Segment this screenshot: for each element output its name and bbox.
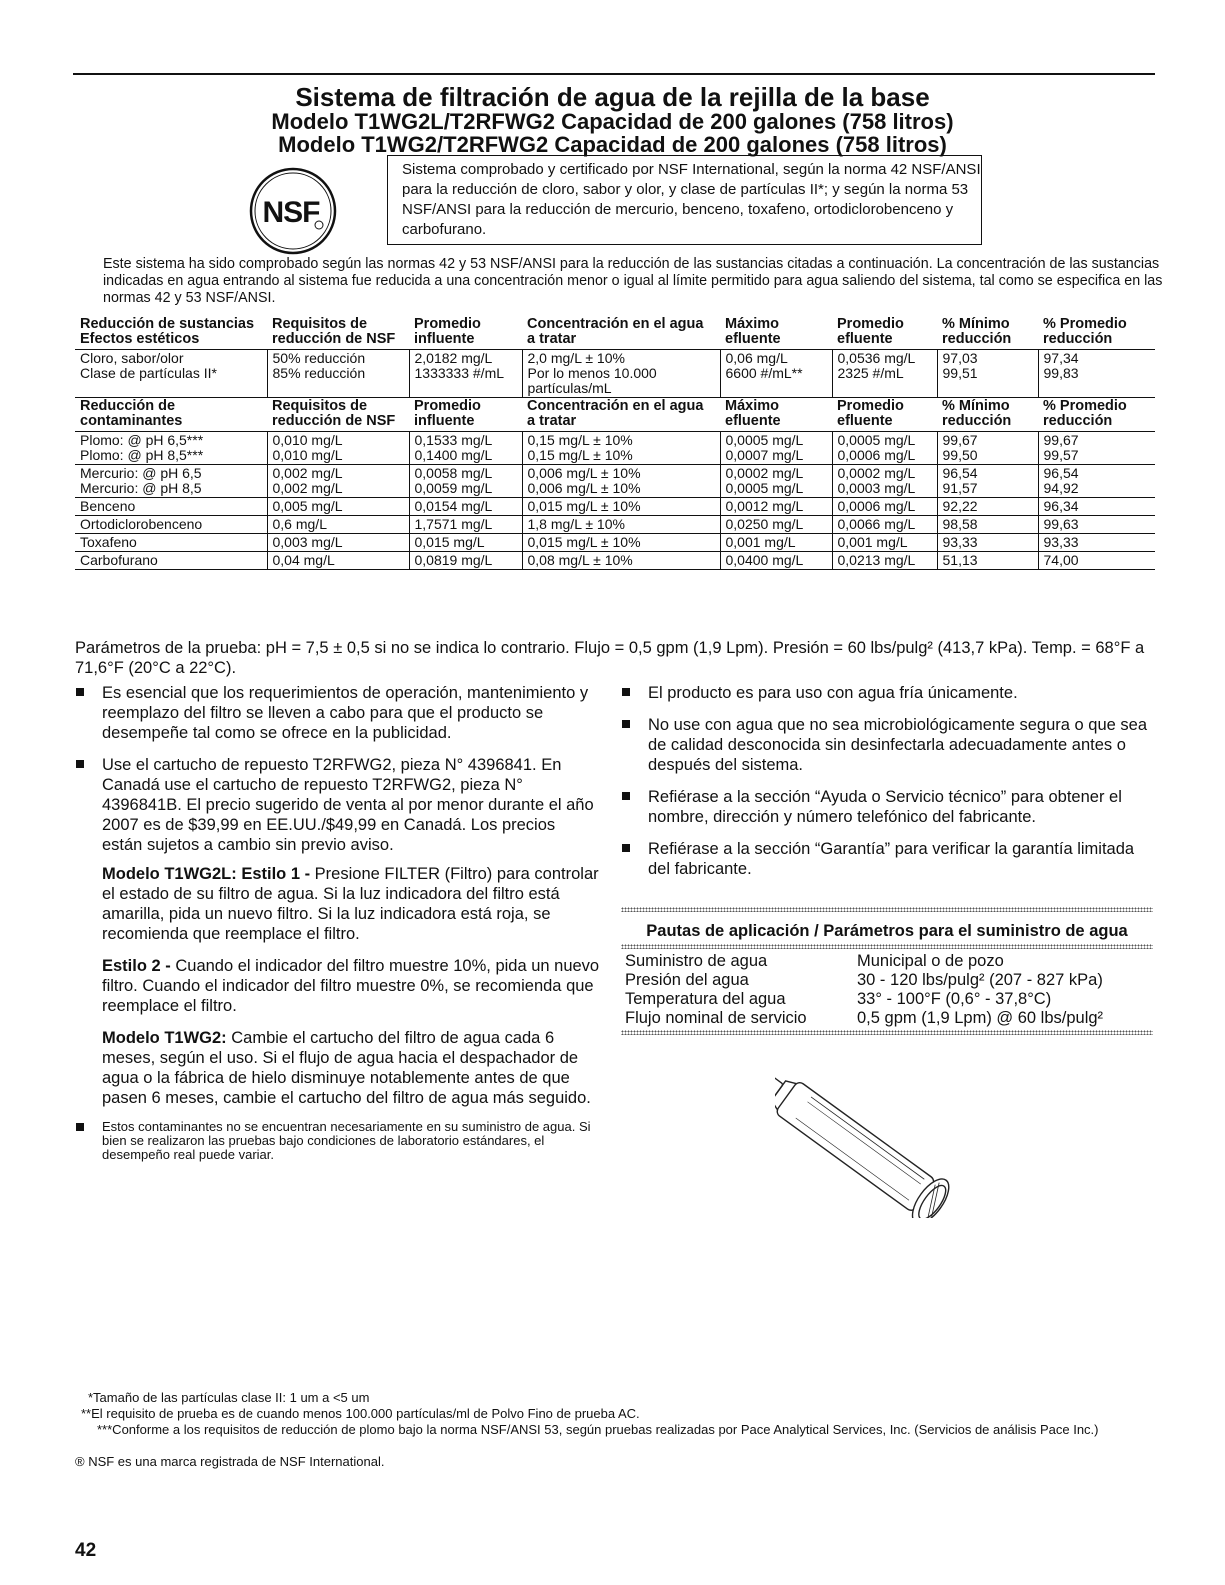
column-header: % Mínimo reducción [942,398,1012,429]
column-header: % Mínimo reducción [942,316,1012,347]
dotted-rule [621,1030,1153,1035]
table-cell: 0,006 mg/L ± 10% 0,006 mg/L ± 10% [522,465,720,498]
column-header: Requisitos de reducción de NSF [272,316,396,347]
table-header-row [75,398,1155,432]
column-header: Requisitos de reducción de NSF [272,398,396,429]
model-line-2: Modelo T1WG2/T2RFWG2 Capacidad de 200 galones (758 litros) [278,132,947,157]
table-row: Flujo nominal de servicio 0,5 gpm (1,9 Lpm) @ 60 lbs/pulg² [625,1009,1104,1027]
table-row [75,516,1155,534]
bullet-icon [622,688,630,696]
table-row [75,465,1155,498]
table-cell: 51,13 [937,552,1038,570]
table-cell: 0,0154 mg/L [409,498,522,516]
table-cell: 93,33 [1038,534,1155,552]
table-cell: 96,54 91,57 [937,465,1038,498]
table-cell: 0,001 mg/L [832,534,937,552]
table-cell: 0,0536 mg/L 2325 #/mL [832,350,937,398]
column-header: Concentración en el agua a tratar [527,316,704,347]
table-row [75,350,1155,398]
table-cell: 0,08 mg/L ± 10% [522,552,720,570]
model-line-1: Modelo T1WG2L/T2RFWG2 Capacidad de 200 galones (758 litros) [271,109,954,134]
list-item: Use el cartucho de repuesto T2RFWG2, pieza N° 4396841. En Canadá use el cartucho de repuesto T2RFWG2, pieza N° 4396841B. El precio sugerido de venta al por menor durante el año 2007 es de $39,99 en EE.UU./$49,99 en Canadá. Los precios están sujetos a cambio sin previo aviso. [75,755,600,855]
left-column [75,683,600,1174]
column-header: Promedio efluente [837,316,904,347]
table-cell: 0,6 mg/L [267,516,409,534]
table-cell: 0,0819 mg/L [409,552,522,570]
bullet-icon [622,844,630,852]
table-cell: 0,015 mg/L ± 10% [522,498,720,516]
model-t1wg2-paragraph: Modelo T1WG2: Cambie el cartucho del filtro de agua cada 6 meses, según el uso. Si el flujo de agua hacia el despachador de agua o la fábrica de hielo disminuye notablemente antes de que pasen 6 meses, cambie el cartucho del filtro de agua más seguido. [102,1029,591,1107]
column-header: % Promedio reducción [1043,398,1127,429]
reduction-table [75,316,1155,570]
table-cell: Carbofurano [80,552,158,568]
table-cell: 0,0006 mg/L [832,498,937,516]
table-cell: 99,67 99,57 [1038,432,1155,465]
bullet-icon [622,720,630,728]
bullet-icon [76,760,84,768]
table-cell: 1,8 mg/L ± 10% [522,516,720,534]
list-item: El producto es para uso con agua fría únicamente. [621,683,1153,703]
table-cell: Toxafeno [80,534,137,550]
column-header: Máximo efluente [725,316,781,347]
table-cell: 0,0012 mg/L [720,498,832,516]
table-cell: 0,0005 mg/L 0,0006 mg/L [832,432,937,465]
table-cell: 0,0066 mg/L [832,516,937,534]
column-header: Concentración en el agua a tratar [527,398,704,429]
table-row [75,432,1155,465]
table-cell: 0,0002 mg/L 0,0003 mg/L [832,465,937,498]
bullet-icon [622,792,630,800]
table-cell: 0,003 mg/L [267,534,409,552]
table-cell: 1,7571 mg/L [409,516,522,534]
column-header: Máximo efluente [725,398,781,429]
guidelines-title: Pautas de aplicación / Parámetros para el suministro de agua [646,922,1128,940]
application-guidelines [621,907,1153,1035]
dotted-rule [621,944,1153,949]
list-item: No use con agua que no sea microbiológicamente segura o que sea de calidad desconocida sin desinfectarla adecuadamente antes o después del sistema. [621,715,1153,775]
table-header-row [75,316,1155,350]
list-item: Estos contaminantes no se encuentran necesariamente en su suministro de agua. Si bien se realizaron las pruebas bajo condiciones de laboratorio estándares, el desempeño real puede variar. [75,1120,600,1162]
table-cell: 92,22 [937,498,1038,516]
right-column [621,683,1153,891]
list-item: Es esencial que los requerimientos de operación, mantenimiento y reemplazo del filtro se lleven a cabo para que el producto se desempeñe tal como se ofrece en la publicidad. [75,683,600,743]
bullet-icon [76,1123,84,1131]
bullet-icon [76,688,84,696]
footnote: ***Conforme a los requisitos de reducción de plomo bajo la norma NSF/ANSI 53, según pruebas realizadas por Pace Analytical Services, Inc. (Servicios de análisis Pace Inc.) [97,1422,1099,1437]
list-item: Refiérase a la sección “Garantía” para verificar la garantía limitada del fabricante. [621,839,1153,879]
table-cell: 0,0002 mg/L 0,0005 mg/L [720,465,832,498]
table-cell: 99,63 [1038,516,1155,534]
table-cell: 2,0 mg/L ± 10% Por lo menos 10.000 partículas/mL [522,350,720,398]
style1-paragraph: Modelo T1WG2L: Estilo 1 - Presione FILTER (Filtro) para controlar el estado de su filtro de agua. Si la luz indicadora del filtro está amarilla, pida un nuevo filtro. Si la luz indicadora está roja, se recomienda que reemplace el filtro. [102,865,599,943]
table-cell: 0,0058 mg/L 0,0059 mg/L [409,465,522,498]
column-header: Promedio influente [414,316,481,347]
table-cell: 2,0182 mg/L 1333333 #/mL [409,350,522,398]
table-row [75,498,1155,516]
table-cell: 74,00 [1038,552,1155,570]
water-filter-cartridge-icon [775,1058,1015,1218]
table-cell: 0,15 mg/L ± 10% 0,15 mg/L ± 10% [522,432,720,465]
table-cell: Benceno [80,498,136,514]
table-cell: 0,0005 mg/L 0,0007 mg/L [720,432,832,465]
table-row [75,552,1155,570]
table-cell: 0,0250 mg/L [720,516,832,534]
table-row: Presión del agua 30 - 120 lbs/pulg² (207 - 827 kPa) [625,971,1103,989]
intro-paragraph: Este sistema ha sido comprobado según las normas 42 y 53 NSF/ANSI para la reducción de las sustancias citadas a continuación. La concentración de las sustancias indicadas en agua entrando al sistema fue reducida a una concentración menor o igual al límite permitido para agua saliendo del sistema, tal como se especifica en las normas 42 y 53 NSF/ANSI. [103,256,1163,306]
table-row [75,534,1155,552]
table-cell: 0,015 mg/L [409,534,522,552]
column-header: % Promedio reducción [1043,316,1127,347]
footnote: ® NSF es una marca registrada de NSF International. [75,1454,385,1469]
page-number: 42 [75,1540,97,1561]
svg-text:NSF: NSF [262,196,320,229]
table-cell: 93,33 [937,534,1038,552]
table-cell: 0,04 mg/L [267,552,409,570]
table-cell: 97,34 99,83 [1038,350,1155,398]
table-cell: 50% reducción 85% reducción [267,350,409,398]
table-cell: 96,34 [1038,498,1155,516]
table-cell: 0,005 mg/L [267,498,409,516]
table-cell: 98,58 [937,516,1038,534]
guidelines-table [621,952,1153,1028]
column-header: Promedio influente [414,398,481,429]
footnote: *Tamaño de las partículas clase II: 1 um a <5 um [88,1390,370,1405]
table-cell: 0,001 mg/L [720,534,832,552]
table-cell: 0,0213 mg/L [832,552,937,570]
table-cell: Mercurio: @ pH 6,5 Mercurio: @ pH 8,5 [80,465,202,496]
table-cell: 97,03 99,51 [937,350,1038,398]
table-cell: 0,002 mg/L 0,002 mg/L [267,465,409,498]
table-cell: 0,1533 mg/L 0,1400 mg/L [409,432,522,465]
column-header: Reducción de sustancias Efectos estéticos [80,316,255,347]
table-cell: 0,010 mg/L 0,010 mg/L [267,432,409,465]
table-cell: 0,06 mg/L 6600 #/mL** [720,350,832,398]
nsf-logo-icon [247,165,339,257]
table-cell: 96,54 94,92 [1038,465,1155,498]
table-cell: 0,015 mg/L ± 10% [522,534,720,552]
table-cell: 0,0400 mg/L [720,552,832,570]
top-rule [73,73,1155,75]
column-header: Reducción de contaminantes [80,398,183,429]
certification-box: Sistema comprobado y certificado por NSF International, según la norma 42 NSF/ANSI para la reducción de cloro, sabor y olor, y clase de partículas II*; y según la norma 53 NSF/ANSI para la reducción de mercurio, benceno, toxafeno, ortodiclorobenceno y carbofurano. [387,155,982,245]
table-row: Temperatura del agua 33° - 100°F (0,6° - 37,8°C) [625,990,1052,1008]
page-title: Sistema de filtración de agua de la rejilla de la base [295,82,930,112]
table-cell: Plomo: @ pH 6,5*** Plomo: @ pH 8,5*** [80,432,204,463]
table-cell: Cloro, sabor/olor Clase de partículas II* [80,350,217,381]
table-cell: Ortodiclorobenceno [80,516,203,532]
list-item: Refiérase a la sección “Ayuda o Servicio técnico” para obtener el nombre, dirección y número telefónico del fabricante. [621,787,1153,827]
footnote: **El requisito de prueba es de cuando menos 100.000 partículas/ml de Polvo Fino de prueba AC. [81,1406,640,1421]
table-cell: 99,67 99,50 [937,432,1038,465]
dotted-rule [621,907,1153,912]
style2-paragraph: Estilo 2 - Cuando el indicador del filtro muestre 10%, pida un nuevo filtro. Cuando el indicador del filtro muestre 0%, se recomienda que reemplace el filtro. [102,957,600,1015]
column-header: Promedio efluente [837,398,904,429]
table-row: Suministro de agua Municipal o de pozo [625,952,1004,970]
test-parameters: Parámetros de la prueba: pH = 7,5 ± 0,5 si no se indica lo contrario. Flujo = 0,5 gpm (1,9 Lpm). Presión = 60 lbs/pulg² (413,7 kPa). Temp. = 68°F a 71,6°F (20°C a 22°C). [75,639,1145,677]
